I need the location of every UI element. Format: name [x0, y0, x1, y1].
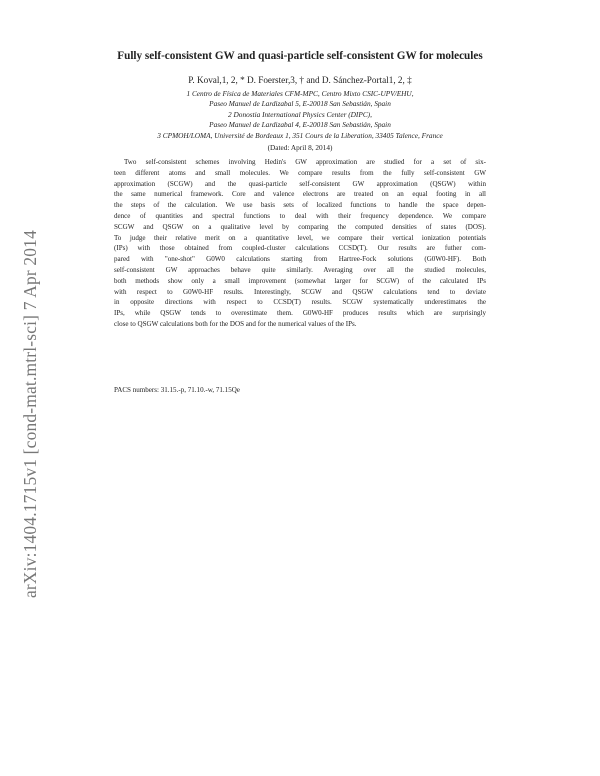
abstract-line: close to QSGW calculations both for the DOS and for the numerical values of the IPs. — [114, 319, 357, 328]
affiliation-1-line-2: Paseo Manuel de Lardizabal 5, E-20018 San Sebastián, Spain — [209, 99, 391, 108]
abstract — [114, 157, 486, 330]
paper-title: Fully self-consistent GW and quasi-particle self-consistent GW for molecules — [117, 50, 483, 62]
abstract-line: IPs, while QSGW tends to overestimate them. G0W0-HF produces results which are surprisingly — [114, 309, 486, 318]
author-list: P. Koval,1, 2, * D. Foerster,3, † and D. Sánchez-Portal1, 2, ‡ — [188, 75, 412, 85]
abstract-line: pared with "one-shot" G0W0 calculations starting from Hartree-Fock solutions (G0W0-HF). Both — [114, 255, 486, 264]
abstract-line: both methods show only a small improvement (somewhat larger for SCGW) of the calculated IPs — [114, 276, 486, 285]
affiliation-2-line-2: Paseo Manuel de Lardizabal 4, E-20018 San Sebastián, Spain — [209, 120, 391, 129]
affiliation-2-line-1: 2 Donostia International Physics Center (DIPC), — [228, 110, 372, 119]
abstract-line: self-consistent GW approaches behave quite similarly. Averaging over all the studied molecules, — [114, 265, 486, 274]
abstract-line: To judge their relative merit on a quantitative level, we compare their vertical ionization potentials — [114, 233, 486, 242]
affiliation-3: 3 CPMOH/LOMA, Université de Bordeaux 1, 351 Cours de la Liberation, 33405 Talence, France — [157, 131, 443, 140]
abstract-line: SCGW and QSGW on a qualitative level by comparing the computed densities of states (DOS). — [114, 222, 486, 231]
abstract-line: Two self-consistent schemes involving Hedin's GW approximation are studied for a set of six- — [124, 158, 486, 166]
abstract-line: approximation (SCGW) and the quasi-particle self-consistent GW approximation (QSGW) within — [114, 179, 486, 188]
abstract-line: teen different atoms and small molecules. We compare results from the fully self-consistent GW — [114, 168, 486, 177]
abstract-line: (IPs) with those obtained from coupled-cluster calculations CCSD(T). Our results are futher com- — [114, 244, 486, 253]
abstract-line: dence of quantities and spectral functions to deal with their frequency dependence. We compare — [114, 211, 486, 220]
abstract-line: the steps of the calculation. We use basis sets of localized functions to handle the space depen- — [114, 201, 486, 210]
pacs-numbers: PACS numbers: 31.15.-p, 71.10.-w, 71.15Qe — [114, 386, 240, 394]
abstract-line: the same numerical framework. Core and valence electrons are treated on an equal footing in all — [114, 190, 486, 199]
arxiv-side-identifier: arXiv:1404.1715v1 [cond-mat.mtrl-sci] 7 Apr 2014 — [20, 230, 40, 598]
abstract-line: in opposite directions with respect to CCSD(T) results. SCGW systematically underestimates the — [114, 298, 486, 307]
dated-line: (Dated: April 8, 2014) — [267, 143, 333, 152]
affiliation-1-line-1: 1 Centro de Física de Materiales CFM-MPC, Centro Mixto CSIC-UPV/EHU, — [186, 89, 414, 98]
abstract-line: with respect to G0W0-HF results. Interestingly, SCGW and QSGW calculations tend to deviate — [114, 287, 486, 296]
